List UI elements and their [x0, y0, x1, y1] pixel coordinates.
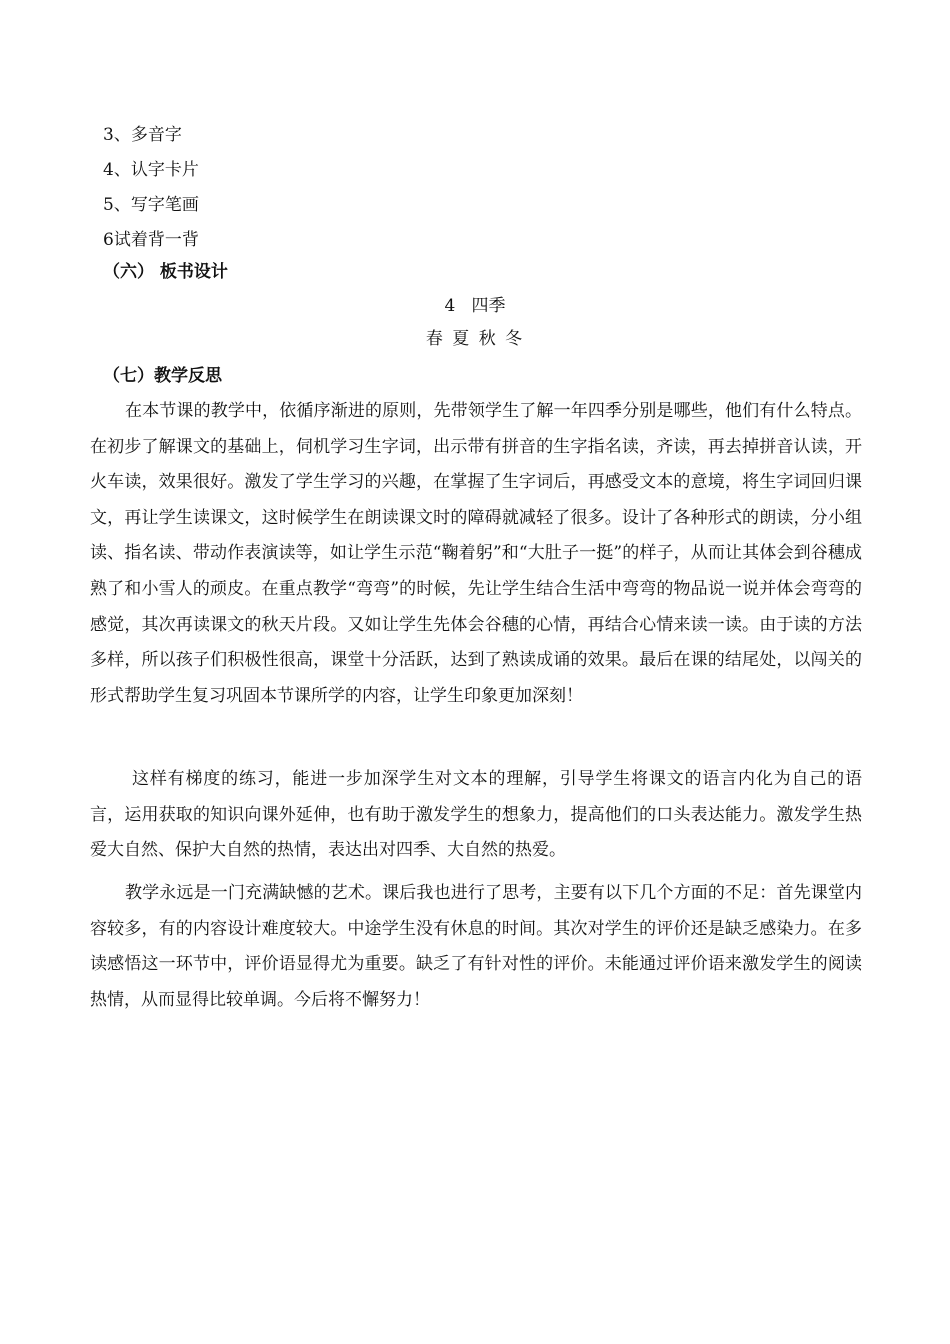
- reflection-paragraph: 在本节课的教学中，依循序渐进的原则，先带领学生了解一年四季分别是哪些，他们有什么特点。在初步了解课文的基础上，伺机学习生字词，出示带有拼音的生字指名读，齐读，再去掉拼音认读，开火车读，效果很好。激发了学生学习的兴趣，在掌握了生字词后，再感受文本的意境，将生字词回归课文，再让学生读课文，这时候学生在朗读课文时的障碍就减轻了很多。设计了各种形式的朗读，分小组读、指名读、带动作表演读等，如让学生示范“鞠着躬”和“大肚子一挺”的样子，从而让其体会到谷穗成熟了和小雪人的顽皮。在重点教学“弯弯”的时候，先让学生结合生活中弯弯的物品说一说并体会弯弯的感觉，其次再读课文的秋天片段。又如让学生先体会谷穗的心情，再结合心情来读一读。由于读的方法多样，所以孩子们积极性很高，课堂十分活跃，达到了熟读成诵的效果。最后在课的结尾处，以闯关的形式帮助学生复习巩固本节课所学的内容，让学生印象更加深刻！: [90, 401, 862, 706]
- list-item: 6试着背一背: [103, 230, 199, 250]
- reflection-heading: （七）教学反思: [103, 366, 222, 386]
- list-item: 4、认字卡片: [103, 160, 199, 180]
- board-seasons: 春 夏 秋 冬: [425, 329, 525, 349]
- reflection-body-1: [90, 394, 862, 714]
- numbered-list: [103, 118, 803, 258]
- list-item: 5、写字笔画: [103, 195, 199, 215]
- board-design-heading: （六） 板书设计: [103, 262, 228, 282]
- list-item: 3、多音字: [103, 125, 182, 145]
- reflection-body-2: [90, 762, 862, 869]
- reflection-paragraph: 这样有梯度的练习，能进一步加深学生对文本的理解，引导学生将课文的语言内化为自己的语言，运用获取的知识向课外延伸，也有助于激发学生的想象力，提高他们的口头表达能力。激发学生热爱大自然、保护大自然的热情，表达出对四季、大自然的热爱。: [90, 769, 862, 861]
- board-title: 4 四季: [444, 296, 506, 316]
- reflection-paragraph: 教学永远是一门充满缺憾的艺术。课后我也进行了思考，主要有以下几个方面的不足：首先课堂内容较多，有的内容设计难度较大。中途学生没有休息的时间。其次对学生的评价还是缺乏感染力。在多读感悟这一环节中，评价语显得尤为重要。缺乏了有针对性的评价。未能通过评价语来激发学生的阅读热情，从而显得比较单调。今后将不懈努力！: [90, 883, 862, 1010]
- reflection-body-3: [90, 876, 862, 1018]
